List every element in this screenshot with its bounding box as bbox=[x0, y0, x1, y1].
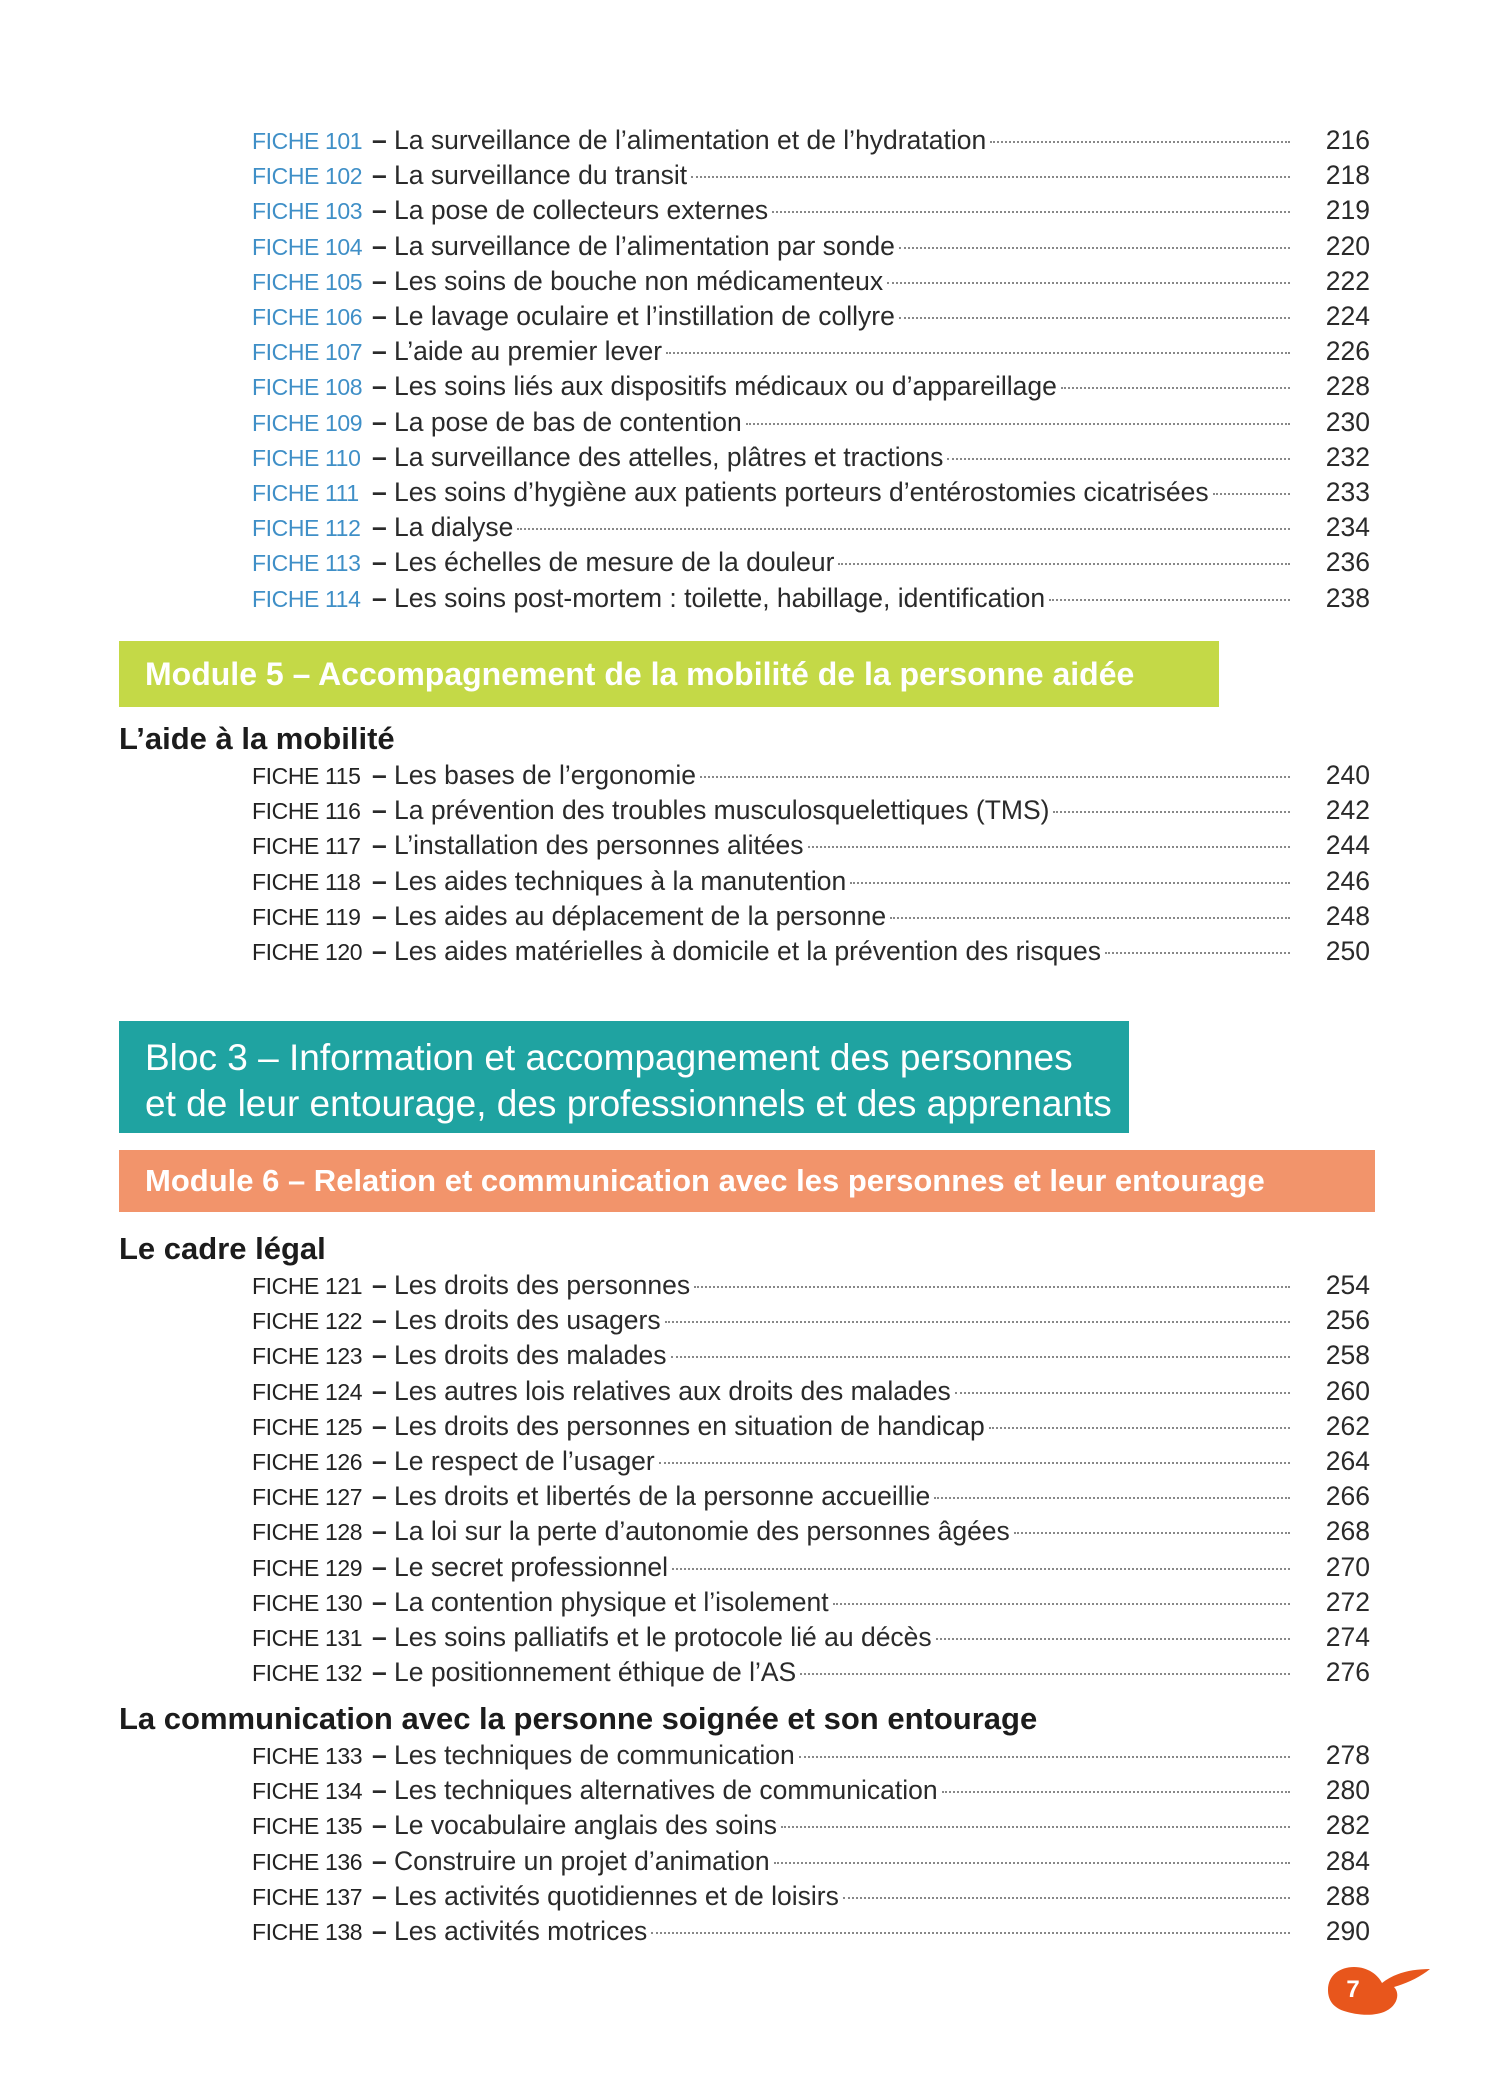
toc-entry-page: 228 bbox=[1325, 371, 1370, 402]
toc-entry-leader-dots bbox=[942, 1791, 1290, 1793]
toc-entry-code: FICHE 126 bbox=[252, 1449, 363, 1475]
toc-entry-title: Les droits des personnes bbox=[394, 1270, 691, 1300]
toc-entry-code: FICHE 135 bbox=[252, 1813, 363, 1840]
toc-entry-title: La surveillance de l’alimentation et de l’hydratation bbox=[394, 125, 987, 155]
toc-entry-code: FICHE 133 bbox=[252, 1743, 363, 1769]
toc-entry-code: FICHE 112 bbox=[252, 515, 361, 542]
toc-entry-page: 226 bbox=[1325, 336, 1370, 367]
toc-entry-dash: – bbox=[372, 1446, 387, 1476]
toc-entry-title: Les soins d’hygiène aux patients porteurs d’entérostomies cicatrisées bbox=[394, 477, 1209, 507]
toc-entry-dash: – bbox=[372, 1551, 387, 1582]
toc-entry-dash: – bbox=[372, 900, 387, 931]
toc-entry-page: 244 bbox=[1325, 830, 1370, 861]
toc-entry-title: Les activités quotidiennes et de loisirs bbox=[394, 1880, 839, 1911]
toc-entry-page: 250 bbox=[1325, 936, 1370, 966]
toc-entry-page: 216 bbox=[1325, 125, 1370, 155]
toc-entry-leader-dots bbox=[833, 1603, 1290, 1605]
toc-entry-dash: – bbox=[372, 441, 387, 472]
toc-entry-page: 236 bbox=[1325, 547, 1370, 578]
toc-entry-code: FICHE 122 bbox=[252, 1308, 363, 1335]
toc-entry-page: 230 bbox=[1325, 406, 1370, 437]
toc-entry-title: Les soins post-mortem : toilette, habillage, identification bbox=[394, 582, 1046, 613]
toc-entry-page: 233 bbox=[1325, 477, 1370, 507]
toc-entry-leader-dots bbox=[1049, 599, 1290, 601]
toc-entry-code: FICHE 125 bbox=[252, 1413, 363, 1440]
toc-entry-dash: – bbox=[372, 1622, 387, 1652]
toc-entry-code: FICHE 120 bbox=[252, 939, 363, 965]
toc-entry-page: 218 bbox=[1325, 160, 1370, 191]
toc-entry-dash: – bbox=[372, 1305, 387, 1336]
toc-entry-title: Les autres lois relatives aux droits des malades bbox=[394, 1375, 951, 1406]
page-number-badge bbox=[1324, 1965, 1434, 2015]
toc-entry bbox=[252, 1374, 1370, 1409]
toc-entry bbox=[252, 1550, 1370, 1585]
toc-entry-code: FICHE 130 bbox=[252, 1589, 363, 1616]
toc-entry-page: 274 bbox=[1325, 1622, 1370, 1652]
toc-entry-code: FICHE 132 bbox=[252, 1660, 363, 1687]
toc-entry-page: 219 bbox=[1325, 195, 1370, 226]
toc-entry-dash: – bbox=[372, 1586, 387, 1617]
toc-entry-leader-dots bbox=[665, 1321, 1290, 1323]
toc-entry-leader-dots bbox=[691, 176, 1290, 178]
toc-entry bbox=[252, 1409, 1370, 1444]
toc-entry-dash: – bbox=[372, 195, 387, 226]
toc-entry-leader-dots bbox=[700, 776, 1290, 778]
toc-entry-title: Les aides matérielles à domicile et la prévention des risques bbox=[394, 936, 1102, 966]
toc-entry-dash: – bbox=[372, 406, 387, 437]
toc-entry bbox=[252, 1879, 1370, 1914]
toc-entry-leader-dots bbox=[899, 247, 1290, 249]
toc-entry-dash: – bbox=[372, 336, 387, 367]
toc-entry-leader-dots bbox=[651, 1932, 1290, 1934]
toc-entry-code: FICHE 136 bbox=[252, 1848, 363, 1875]
toc-entry-dash: – bbox=[372, 371, 387, 402]
toc-entry-title: Les droits des personnes en situation de handicap bbox=[394, 1410, 985, 1441]
toc-entry-title: Le secret professionnel bbox=[394, 1551, 668, 1582]
toc-entry-dash: – bbox=[372, 125, 387, 155]
toc-entry-dash: – bbox=[372, 1916, 387, 1946]
toc-entry-title: Le vocabulaire anglais des soins bbox=[394, 1810, 778, 1841]
toc-entry-code: FICHE 118 bbox=[252, 868, 361, 895]
toc-entry-dash: – bbox=[372, 1340, 387, 1371]
toc-entry-page: 264 bbox=[1325, 1446, 1370, 1476]
toc-entry-dash: – bbox=[372, 265, 387, 296]
toc-entry-page: 238 bbox=[1325, 582, 1370, 613]
toc-entry-title: La prévention des troubles musculosquelettiques (TMS) bbox=[394, 795, 1050, 826]
toc-entry-dash: – bbox=[372, 160, 387, 191]
toc-entry-leader-dots bbox=[1053, 811, 1290, 813]
toc-entry-page: 284 bbox=[1325, 1845, 1370, 1876]
toc-entry-code: FICHE 105 bbox=[252, 268, 363, 295]
toc-entry-dash: – bbox=[372, 477, 387, 507]
toc-entry-dash: – bbox=[372, 760, 387, 790]
toc-entry-code: FICHE 101 bbox=[252, 128, 363, 154]
toc-entry-title: La surveillance du transit bbox=[394, 160, 688, 191]
toc-entry-code: FICHE 117 bbox=[252, 833, 361, 860]
toc-entry-title: Les échelles de mesure de la douleur bbox=[394, 547, 835, 578]
toc-entry bbox=[252, 475, 1370, 510]
toc-entry-dash: – bbox=[372, 230, 387, 261]
toc-entry-leader-dots bbox=[659, 1462, 1290, 1464]
toc-entry-title: Les soins de bouche non médicamenteux bbox=[394, 265, 884, 296]
toc-entry-code: FICHE 129 bbox=[252, 1554, 363, 1581]
toc-entry-dash: – bbox=[372, 936, 387, 966]
toc-entry-page: 240 bbox=[1325, 760, 1370, 790]
toc-entry bbox=[252, 229, 1370, 264]
toc-entry bbox=[252, 369, 1370, 404]
toc-entry-leader-dots bbox=[1061, 387, 1290, 389]
toc-entry-leader-dots bbox=[899, 317, 1290, 319]
toc-entry-code: FICHE 119 bbox=[252, 903, 361, 930]
toc-entry-title: Les aides au déplacement de la personne bbox=[394, 900, 887, 931]
toc-entry-page: 222 bbox=[1325, 265, 1370, 296]
toc-entry-page: 282 bbox=[1325, 1810, 1370, 1841]
toc-entry-code: FICHE 131 bbox=[252, 1625, 363, 1651]
toc-entry bbox=[252, 1338, 1370, 1373]
toc-entry-leader-dots bbox=[781, 1826, 1290, 1828]
toc-entry bbox=[252, 1738, 1370, 1773]
toc-entry bbox=[252, 828, 1370, 863]
toc-entry-code: FICHE 111 bbox=[252, 480, 359, 506]
toc-entry-dash: – bbox=[372, 1657, 387, 1688]
bloc3-line2: et de leur entourage, des professionnels et des apprenants bbox=[145, 1083, 1112, 1124]
toc-entry-page: 276 bbox=[1325, 1657, 1370, 1688]
toc-entry-title: L’installation des personnes alitées bbox=[394, 830, 804, 861]
toc-entry bbox=[252, 334, 1370, 369]
toc-entry-leader-dots bbox=[1213, 493, 1290, 495]
toc-entry-leader-dots bbox=[800, 1673, 1290, 1675]
toc-entry-title: La pose de bas de contention bbox=[394, 406, 742, 437]
toc-entry-page: 258 bbox=[1325, 1340, 1370, 1371]
toc-entry-code: FICHE 127 bbox=[252, 1484, 363, 1511]
toc-entry-title: Les droits des usagers bbox=[394, 1305, 661, 1336]
toc-entry-page: 234 bbox=[1325, 512, 1370, 543]
toc-entry-title: La loi sur la perte d’autonomie des personnes âgées bbox=[394, 1516, 1010, 1547]
page-number: 7 bbox=[1346, 1976, 1360, 2003]
section-heading-communication: La communication avec la personne soignée et son entourage bbox=[119, 1701, 1038, 1736]
toc-entry-dash: – bbox=[372, 1845, 387, 1876]
toc-entry-page: 254 bbox=[1325, 1270, 1370, 1300]
toc-entry-code: FICHE 128 bbox=[252, 1519, 363, 1546]
toc-entry bbox=[252, 405, 1370, 440]
toc-entry-leader-dots bbox=[990, 141, 1290, 143]
toc-entry bbox=[252, 793, 1370, 828]
toc-entry-dash: – bbox=[372, 547, 387, 578]
toc-entry-code: FICHE 113 bbox=[252, 550, 361, 577]
toc-entry-dash: – bbox=[372, 582, 387, 613]
toc-entry-title: La surveillance des attelles, plâtres et tractions bbox=[394, 441, 944, 472]
toc-entry bbox=[252, 1844, 1370, 1879]
toc-entry-code: FICHE 124 bbox=[252, 1378, 363, 1405]
toc-entry-page: 248 bbox=[1325, 900, 1370, 931]
toc-entry-page: 220 bbox=[1325, 230, 1370, 261]
toc-entry bbox=[252, 510, 1370, 545]
toc-entry-leader-dots bbox=[666, 352, 1290, 354]
toc-entry-leader-dots bbox=[799, 1756, 1290, 1758]
toc-entry-title: Le lavage oculaire et l’instillation de collyre bbox=[394, 301, 895, 331]
toc-entry-leader-dots bbox=[694, 1286, 1290, 1288]
toc-entry bbox=[252, 193, 1370, 228]
toc-entry-dash: – bbox=[372, 301, 387, 331]
toc-entry bbox=[252, 864, 1370, 899]
toc-entry-leader-dots bbox=[838, 563, 1290, 565]
toc-entry-code: FICHE 138 bbox=[252, 1919, 363, 1945]
toc-entry-code: FICHE 134 bbox=[252, 1778, 363, 1805]
toc-entry-title: Les techniques alternatives de communication bbox=[394, 1775, 938, 1806]
toc-entry-title: L’aide au premier lever bbox=[394, 336, 663, 367]
toc-entry-code: FICHE 114 bbox=[252, 585, 361, 612]
toc-entry-title: Le respect de l’usager bbox=[394, 1446, 655, 1476]
toc-entry-code: FICHE 123 bbox=[252, 1343, 363, 1370]
toc-entry bbox=[252, 1514, 1370, 1549]
toc-entry-code: FICHE 137 bbox=[252, 1883, 363, 1910]
toc-entry-leader-dots bbox=[936, 1638, 1290, 1640]
toc-entry bbox=[252, 123, 1370, 158]
toc-entry bbox=[252, 1585, 1370, 1620]
toc-entry-leader-dots bbox=[772, 211, 1290, 213]
toc-entry-title: Les bases de l’ergonomie bbox=[394, 760, 696, 790]
toc-entry-code: FICHE 109 bbox=[252, 409, 363, 436]
toc-entry-dash: – bbox=[372, 1775, 387, 1806]
toc-entry-leader-dots bbox=[671, 1356, 1290, 1358]
toc-entry-dash: – bbox=[372, 1740, 387, 1770]
toc-entry-page: 246 bbox=[1325, 865, 1370, 896]
toc-entry-code: FICHE 110 bbox=[252, 444, 361, 471]
toc-entry-dash: – bbox=[372, 1270, 387, 1300]
toc-entry-leader-dots bbox=[808, 846, 1290, 848]
toc-entry-title: Les soins palliatifs et le protocole lié au décès bbox=[394, 1622, 932, 1652]
toc-entry-dash: – bbox=[372, 1410, 387, 1441]
toc-entry-page: 270 bbox=[1325, 1551, 1370, 1582]
toc-entry-page: 288 bbox=[1325, 1880, 1370, 1911]
toc-entry bbox=[252, 899, 1370, 934]
toc-entry bbox=[252, 934, 1370, 969]
toc-entry-dash: – bbox=[372, 1481, 387, 1512]
toc-entry-code: FICHE 116 bbox=[252, 798, 361, 825]
toc-entry-title: La dialyse bbox=[394, 512, 514, 543]
toc-entry-leader-dots bbox=[517, 528, 1290, 530]
toc-entry-title: La contention physique et l’isolement bbox=[394, 1586, 829, 1617]
section-heading-mobilite: L’aide à la mobilité bbox=[119, 721, 395, 756]
toc-entry bbox=[252, 1655, 1370, 1690]
toc-entry-code: FICHE 102 bbox=[252, 163, 363, 190]
toc-entry-title: Le positionnement éthique de l’AS bbox=[394, 1657, 797, 1688]
toc-entry-dash: – bbox=[372, 1516, 387, 1547]
toc-entry-leader-dots bbox=[672, 1568, 1290, 1570]
toc-entry-title: Les activités motrices bbox=[394, 1916, 648, 1946]
toc-entry-leader-dots bbox=[746, 423, 1290, 425]
toc-entry-code: FICHE 121 bbox=[252, 1273, 363, 1299]
toc-entry-title: Les droits et libertés de la personne accueillie bbox=[394, 1481, 931, 1512]
toc-entry bbox=[252, 440, 1370, 475]
toc-entry-page: 260 bbox=[1325, 1375, 1370, 1406]
toc-entry bbox=[252, 1303, 1370, 1338]
toc-entry bbox=[252, 758, 1370, 793]
toc-entry bbox=[252, 1620, 1370, 1655]
toc-entry-code: FICHE 115 bbox=[252, 763, 361, 789]
toc-entry-dash: – bbox=[372, 865, 387, 896]
toc-entry-title: Les droits des malades bbox=[394, 1340, 667, 1371]
toc-entry-leader-dots bbox=[887, 282, 1290, 284]
toc-entry-code: FICHE 103 bbox=[252, 198, 363, 225]
toc-entry-page: 262 bbox=[1325, 1410, 1370, 1441]
toc-entry-code: FICHE 107 bbox=[252, 339, 363, 366]
toc-entry bbox=[252, 1914, 1370, 1949]
toc-entry-leader-dots bbox=[850, 882, 1290, 884]
toc-entry-page: 242 bbox=[1325, 795, 1370, 826]
toc-entry bbox=[252, 1268, 1370, 1303]
toc-entry-page: 278 bbox=[1325, 1740, 1370, 1770]
toc-entry-dash: – bbox=[372, 1375, 387, 1406]
toc-entry-leader-dots bbox=[955, 1392, 1290, 1394]
toc-entry-leader-dots bbox=[843, 1897, 1290, 1899]
toc-entry-leader-dots bbox=[1014, 1532, 1290, 1534]
toc-entry-leader-dots bbox=[989, 1427, 1290, 1429]
toc-entry-dash: – bbox=[372, 830, 387, 861]
toc-entry bbox=[252, 299, 1370, 334]
toc-entry bbox=[252, 158, 1370, 193]
toc-entry-page: 272 bbox=[1325, 1586, 1370, 1617]
toc-entry-leader-dots bbox=[934, 1497, 1290, 1499]
toc-entry-page: 256 bbox=[1325, 1305, 1370, 1336]
section-heading-cadre: Le cadre légal bbox=[119, 1231, 326, 1266]
toc-entry-title: Construire un projet d’animation bbox=[394, 1845, 770, 1876]
toc-entry-leader-dots bbox=[1105, 952, 1290, 954]
bloc3-banner bbox=[119, 1021, 1129, 1133]
toc-entry-code: FICHE 106 bbox=[252, 304, 363, 330]
toc-entry-dash: – bbox=[372, 1880, 387, 1911]
toc-entry-title: Les techniques de communication bbox=[394, 1740, 795, 1770]
toc-entry-page: 268 bbox=[1325, 1516, 1370, 1547]
toc-entry-leader-dots bbox=[774, 1862, 1290, 1864]
toc-entry-page: 290 bbox=[1325, 1916, 1370, 1946]
bloc3-line1: Bloc 3 – Information et accompagnement des personnes bbox=[145, 1037, 1073, 1078]
toc-entry bbox=[252, 545, 1370, 580]
toc-entry bbox=[252, 581, 1370, 616]
toc-entry bbox=[252, 1444, 1370, 1479]
toc-entry bbox=[252, 1773, 1370, 1808]
toc-entry-leader-dots bbox=[947, 458, 1290, 460]
toc-entry-dash: – bbox=[372, 795, 387, 826]
toc-entry-dash: – bbox=[372, 1810, 387, 1841]
toc-entry-page: 280 bbox=[1325, 1775, 1370, 1806]
toc-entry-title: La pose de collecteurs externes bbox=[394, 195, 769, 226]
toc-entry-title: La surveillance de l’alimentation par sonde bbox=[394, 230, 895, 261]
toc-entry bbox=[252, 1808, 1370, 1843]
toc-entry-leader-dots bbox=[890, 917, 1290, 919]
toc-entry bbox=[252, 1479, 1370, 1514]
module6-banner: Module 6 – Relation et communication avec les personnes et leur entourage bbox=[119, 1150, 1375, 1212]
toc-entry-code: FICHE 108 bbox=[252, 374, 363, 401]
module5-banner: Module 5 – Accompagnement de la mobilité de la personne aidée bbox=[119, 641, 1219, 707]
toc-entry-page: 266 bbox=[1325, 1481, 1370, 1512]
toc-entry-dash: – bbox=[372, 512, 387, 543]
toc-entry-page: 232 bbox=[1325, 441, 1370, 472]
toc-entry-page: 224 bbox=[1325, 301, 1370, 331]
toc-entry bbox=[252, 264, 1370, 299]
toc-entry-code: FICHE 104 bbox=[252, 233, 363, 260]
toc-entry-title: Les aides techniques à la manutention bbox=[394, 865, 847, 896]
toc-entry-title: Les soins liés aux dispositifs médicaux ou d’appareillage bbox=[394, 371, 1057, 402]
